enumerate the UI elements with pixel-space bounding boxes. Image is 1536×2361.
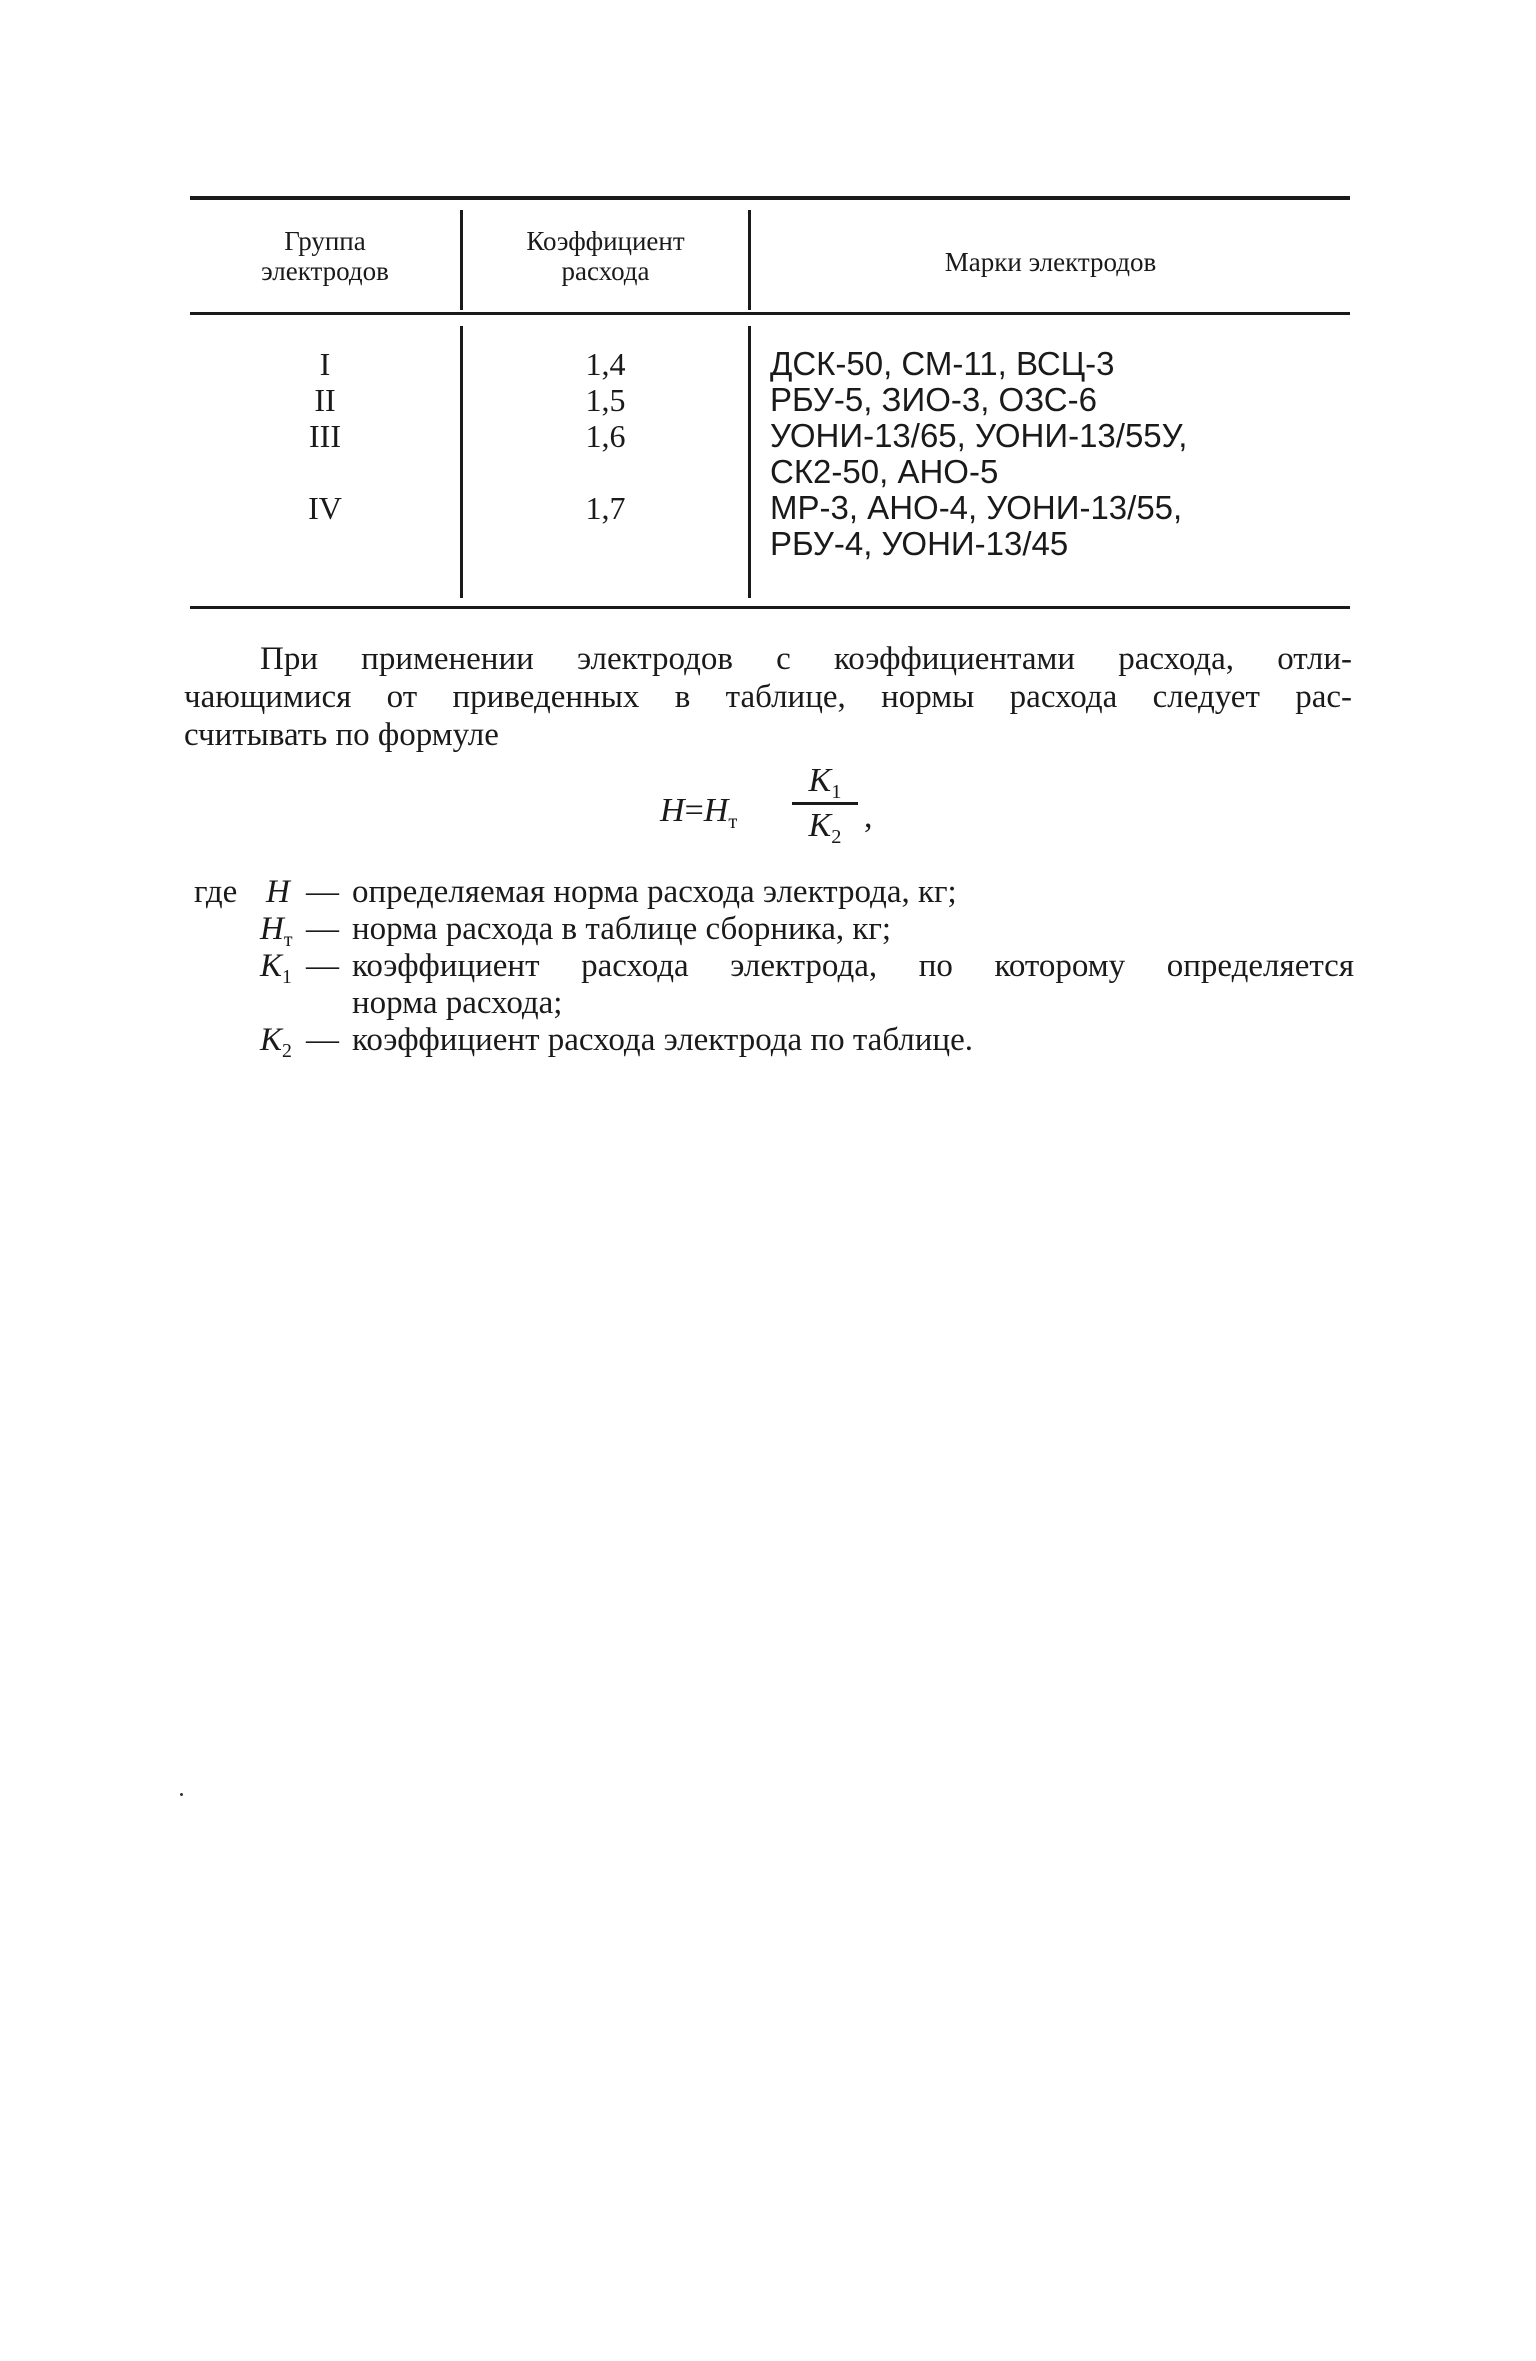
paragraph-line: При применении электродов с коэффициентами расхода, отли-	[260, 641, 1352, 677]
brand-cell: РБУ-5, ЗИО-3, ОЗС-6	[770, 381, 1097, 418]
def-subscript: 1	[282, 965, 292, 988]
brand-cell: ДСК-50, СМ-11, ВСЦ-3	[770, 345, 1115, 382]
group-column	[190, 346, 460, 562]
definition-item	[184, 911, 1354, 951]
scan-speck	[180, 1793, 183, 1796]
formula-symbol: H	[660, 792, 685, 829]
def-symbol-letter: H	[260, 911, 284, 947]
formula-equals: =	[684, 792, 704, 829]
definitions	[184, 874, 1354, 1062]
formula-subscript: 2	[831, 826, 842, 849]
table-header-rule	[190, 312, 1350, 315]
paragraph-line: чающимися от приведенных в таблице, нормы расхода следует рас-	[184, 679, 1352, 715]
brand-cell: МР-3, АНО-4, УОНИ-13/55,	[770, 489, 1183, 526]
def-dash: —	[306, 948, 339, 984]
header-group	[190, 226, 460, 286]
body-paragraph	[184, 640, 1352, 754]
formula-symbol: K	[808, 807, 832, 844]
group-cell	[190, 454, 460, 490]
coefficient-column	[463, 346, 748, 562]
def-subscript: т	[283, 928, 293, 951]
table-bottom-rule	[190, 606, 1350, 609]
def-symbol-letter: K	[260, 1022, 283, 1058]
group-cell: I	[319, 346, 331, 382]
def-symbol	[260, 948, 292, 996]
brands-column	[770, 346, 1350, 562]
definition-item	[184, 874, 1354, 911]
formula-comma: ,	[864, 798, 873, 835]
where-label: где	[194, 874, 238, 910]
header-coef-line: Коэффициент	[526, 226, 685, 256]
def-symbol	[260, 1022, 292, 1070]
def-subscript: 2	[282, 1039, 292, 1062]
coef-cell	[463, 454, 748, 490]
brand-cell: УОНИ-13/65, УОНИ-13/55У,	[770, 417, 1188, 454]
group-cell: III	[309, 418, 341, 454]
fraction-denominator	[792, 807, 858, 849]
def-symbol: H	[266, 874, 290, 910]
def-text: норма расхода в таблице сборника, кг;	[352, 911, 892, 947]
header-coefficient	[463, 226, 748, 286]
def-dash: —	[306, 911, 339, 947]
definition-item	[184, 948, 1354, 1022]
coef-cell	[463, 526, 748, 562]
group-cell: II	[314, 382, 336, 418]
fraction-bar	[792, 802, 858, 805]
def-dash: —	[306, 1022, 339, 1058]
group-cell: IV	[308, 490, 342, 526]
formula-symbol: H	[703, 792, 729, 829]
coef-cell: 1,7	[585, 490, 626, 526]
def-text: определяемая норма расхода электрода, кг;	[352, 874, 957, 910]
header-group-line: электродов	[261, 256, 389, 286]
definition-item	[184, 1022, 1354, 1062]
formula-symbol: K	[808, 762, 832, 799]
formula-fraction	[792, 762, 858, 849]
coef-cell: 1,5	[585, 382, 626, 418]
fraction-numerator	[792, 762, 858, 804]
def-text: коэффициент расхода электрода, по которому определяется	[352, 948, 1354, 984]
header-brands: Марки электродов	[944, 247, 1157, 277]
column-divider	[748, 326, 751, 598]
table-top-rule	[190, 196, 1350, 200]
header-coef-line: расхода	[561, 256, 650, 286]
header-group-line: Группа	[284, 226, 366, 256]
coef-cell: 1,6	[585, 418, 626, 454]
def-dash: —	[306, 874, 339, 910]
formula-lhs	[660, 792, 737, 834]
def-symbol-letter: K	[260, 948, 283, 984]
group-cell	[190, 526, 460, 562]
coef-cell: 1,4	[585, 346, 626, 382]
brand-cell: СК2-50, АНО-5	[770, 453, 999, 490]
paragraph-line: считывать по формуле	[184, 717, 499, 753]
formula-subscript: 1	[831, 781, 842, 804]
def-text-continued: норма расхода;	[352, 985, 563, 1021]
def-text: коэффициент расхода электрода по таблице.	[352, 1022, 973, 1058]
brand-cell: РБУ-4, УОНИ-13/45	[770, 525, 1069, 562]
formula-subscript: т	[728, 811, 738, 834]
